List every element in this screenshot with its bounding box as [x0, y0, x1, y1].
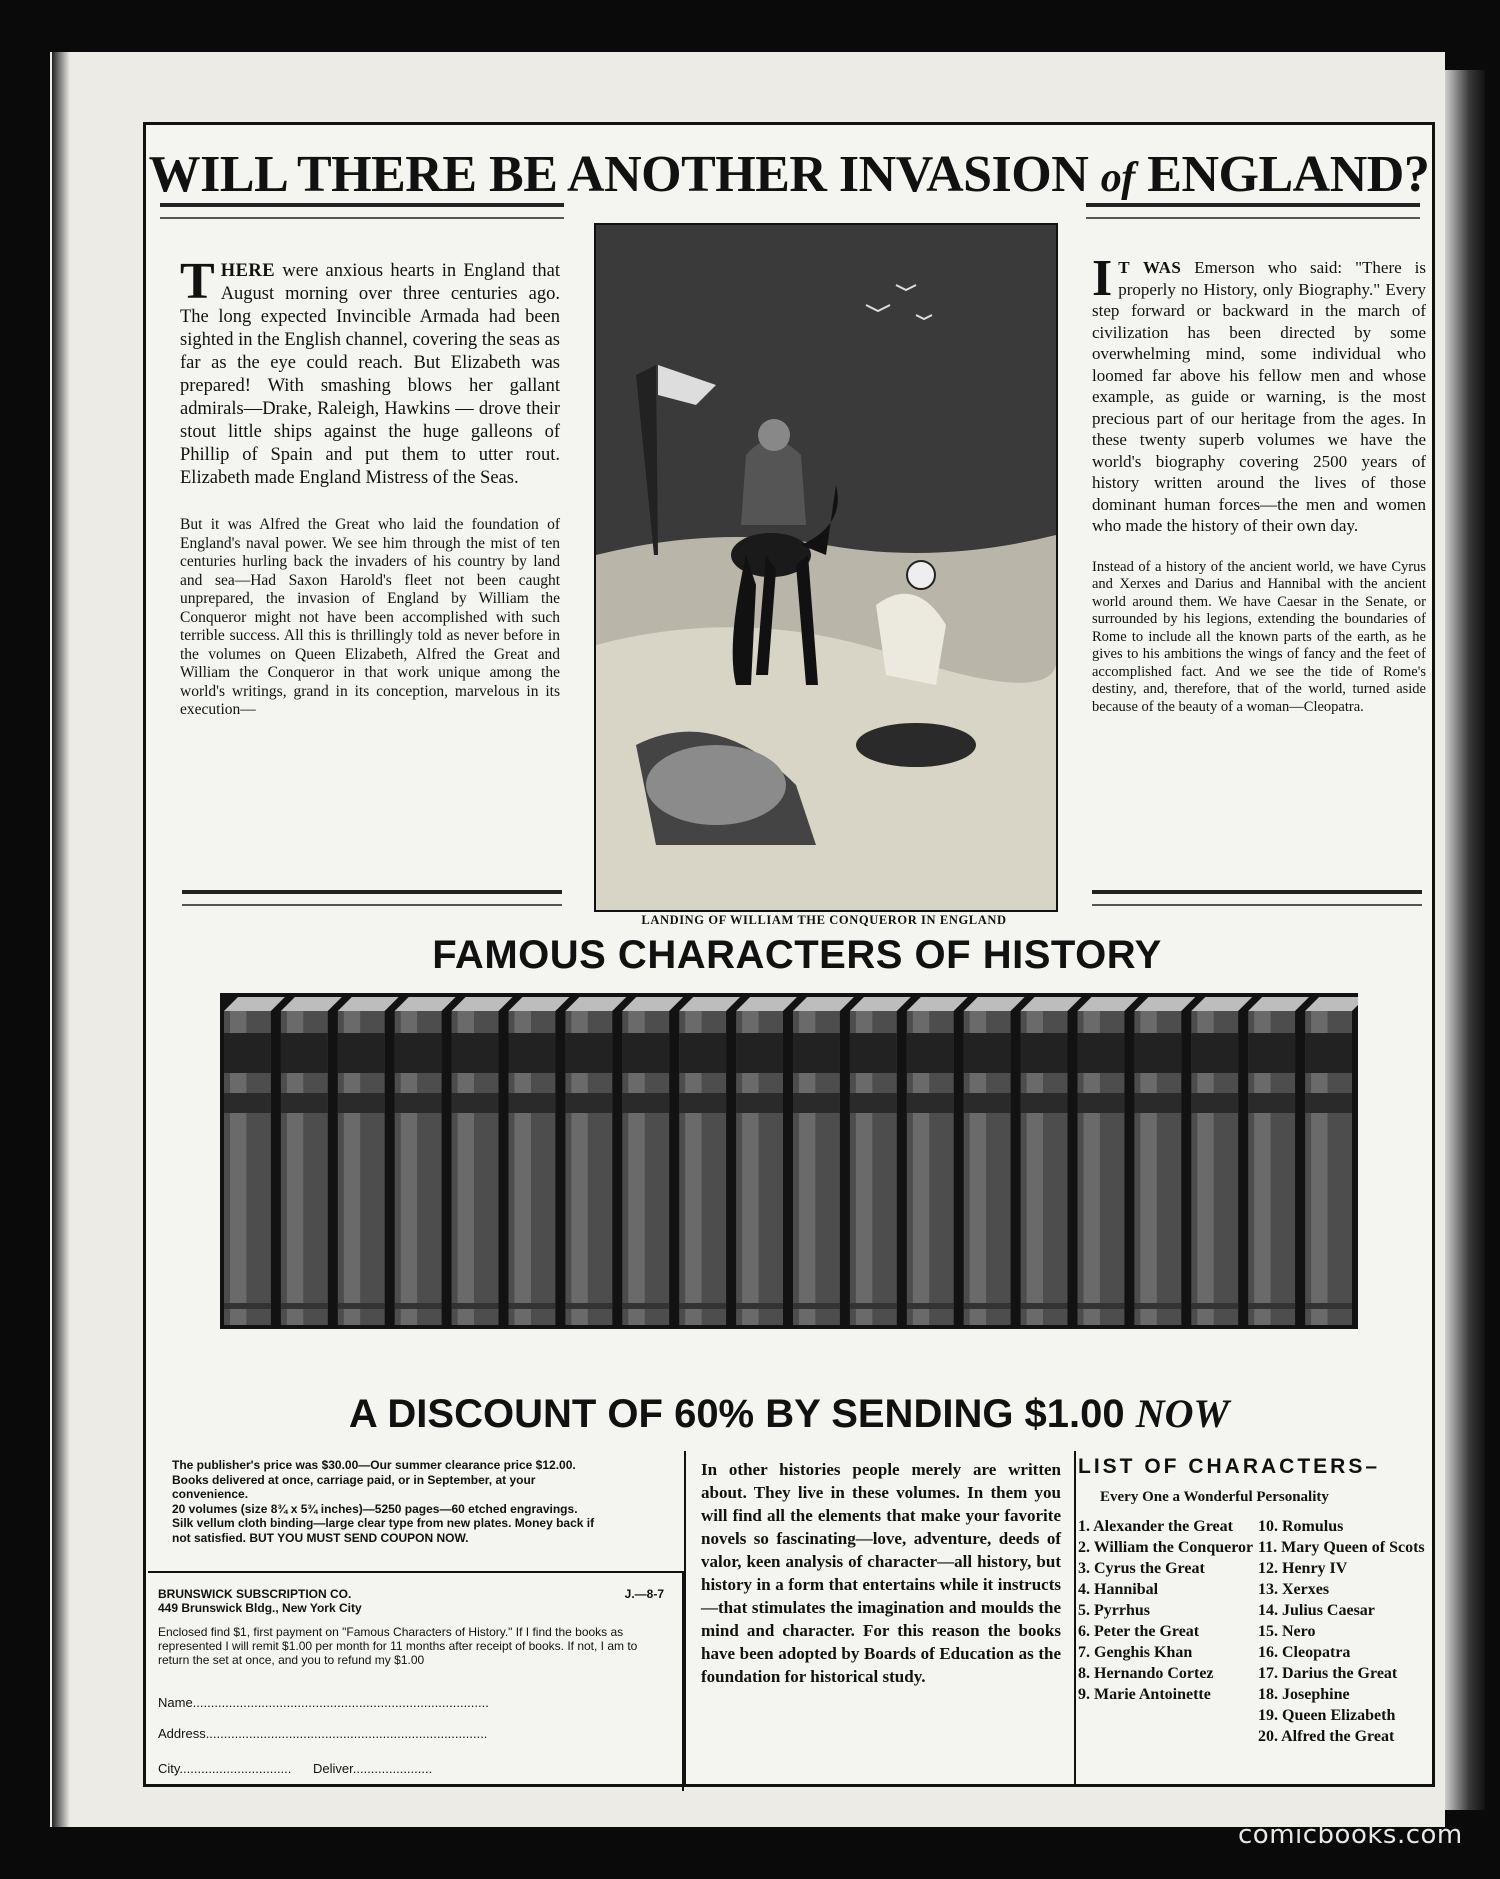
discount-text: A DISCOUNT OF 60% BY SENDING $1.00 — [348, 1392, 1136, 1436]
right-paragraph-1 — [1092, 250, 1426, 537]
book-volume — [509, 997, 570, 1325]
book-volume — [1134, 997, 1195, 1325]
name-field[interactable]: Name.................................................................................. — [158, 1695, 489, 1710]
character-item: 8. Hernando Cortez — [1078, 1665, 1214, 1682]
character-item: 12. Henry IV — [1258, 1560, 1348, 1577]
coupon-company — [158, 1587, 362, 1615]
watermark: comicbooks.com — [1238, 1820, 1463, 1850]
character-item: 7. Genghis Khan — [1078, 1644, 1193, 1661]
page-spine-shadow — [52, 52, 70, 1827]
rule-left-top — [160, 203, 564, 219]
book-set-image — [220, 993, 1358, 1329]
book-volume — [224, 997, 285, 1325]
left-text-1: were anxious hearts in England that August morning over three centuries ago. The long expected Invincible Armada had been sighted in the English channel, covering the seas as far as the eye could reach. But Elizabeth was prepared! With smashing blows her gallant admirals—Drake, Raleigh, Hawkins — drove their stout little ships against the huge galleons of Phillip of Spain and put them to utter rout. Elizabeth made England Mistress of the Seas. — [180, 261, 560, 488]
advertisement-frame — [143, 122, 1435, 1787]
right-paragraph-2: Instead of a history of the ancient world, we have Cyrus and Xerxes and Darius and Hannibal with the ancient world around them. We have Caesar in the Senate, or surrounded by his legions, extending the boundaries of Rome to include all the known parts of the earth, as he gives to his ambitions the wings of fancy and the feet of accomplished fact. And we see the tide of Rome's destiny, and, therefore, that of the world, turned aside because of the beauty of a woman—Cleopatra. — [1092, 558, 1426, 715]
character-item: 13. Xerxes — [1258, 1581, 1330, 1598]
book-volume — [793, 997, 854, 1325]
character-item: 19. Queen Elizabeth — [1258, 1707, 1396, 1724]
book-volume — [565, 997, 626, 1325]
book-volume — [1305, 997, 1358, 1325]
book-volume — [850, 997, 911, 1325]
list-title: LIST OF CHARACTERS– — [1078, 1455, 1381, 1478]
character-item: 4. Hannibal — [1078, 1581, 1159, 1598]
character-item: 15. Nero — [1258, 1623, 1316, 1640]
book-volume — [907, 997, 968, 1325]
book-volume — [452, 997, 513, 1325]
city-field[interactable]: City............................... — [158, 1761, 292, 1776]
terms-details: 20 volumes (size 8¾ x 5¾ inches)—5250 pages—60 etched engravings. Silk vellum cloth binding—large clear type from new plates. Money back if not satisfied. BUT YOU MUST SEND COUPON NOW. — [172, 1501, 595, 1545]
city-deliver-row — [158, 1761, 432, 1776]
character-item: 10. Romulus — [1258, 1518, 1344, 1535]
character-item: 1. Alexander the Great — [1078, 1518, 1233, 1535]
discount-now: NOW — [1135, 1391, 1230, 1436]
book-volume — [395, 997, 456, 1325]
character-item: 5. Pyrrhus — [1078, 1602, 1150, 1619]
rule-right-top — [1086, 203, 1420, 219]
character-item: 9. Marie Antoinette — [1078, 1686, 1211, 1703]
right-gutter-shadow — [1445, 70, 1485, 1810]
book-volume — [1248, 997, 1309, 1325]
terms-block — [172, 1458, 598, 1545]
rule-left-bottom — [182, 890, 562, 906]
book-volume — [338, 997, 399, 1325]
character-item: 14. Julius Caesar — [1258, 1602, 1375, 1619]
discount-line — [146, 1390, 1432, 1437]
book-volume — [736, 997, 797, 1325]
section-title: FAMOUS CHARACTERS OF HISTORY — [432, 933, 1162, 977]
list-of-characters — [1078, 1455, 1428, 1745]
characters-column-1 — [1078, 1516, 1254, 1705]
illustration-caption: LANDING OF WILLIAM THE CONQUEROR IN ENGLAND — [641, 913, 1007, 927]
book-volume — [964, 997, 1025, 1325]
headline — [146, 145, 1432, 204]
right-column — [1092, 250, 1426, 716]
middle-description: In other histories people merely are written about. They live in these volumes. In them you will find all the elements that make your favorite novels so fascinating—love, adventure, deeds of valor, keen analysis of character—all history, but history in a form that entertains while it instructs—that stimulates the imagination and moulds the mind and character. For this reason the books have been adopted by Boards of Education as the foundation for historical study. — [701, 1460, 1061, 1686]
drop-cap-i: I — [1092, 250, 1113, 307]
book-volume — [281, 997, 342, 1325]
character-item: 20. Alfred the Great — [1258, 1728, 1395, 1745]
coupon-company-address: 449 Brunswick Bldg., New York City — [158, 1601, 362, 1615]
book-volume — [1078, 997, 1139, 1325]
character-item: 11. Mary Queen of Scots — [1258, 1539, 1425, 1556]
headline-of: of — [1100, 155, 1135, 201]
headline-part1: WILL THERE BE ANOTHER INVASION — [148, 146, 1101, 203]
rule-right-bottom — [1092, 890, 1422, 906]
book-volume — [1191, 997, 1252, 1325]
character-item: 18. Josephine — [1258, 1686, 1350, 1703]
right-text-1: Emerson who said: "There is properly no History, only Biography." Every step forward or backward in the march of civilization has been directed by some overwhelming mind, some individual who loomed far above his fellow men and whose example, as guide or warning, is the most precious part of our heritage from the ages. In these twenty superb volumes we have the world's biography covering 2500 years of history written around the lives of those dominant human forces—the men and women who made the history of their own day. — [1092, 258, 1426, 535]
coupon-company-name: BRUNSWICK SUBSCRIPTION CO. — [158, 1587, 352, 1601]
character-item: 6. Peter the Great — [1078, 1623, 1200, 1640]
illustration-drawing — [596, 225, 1056, 910]
lead-caps-right: T WAS — [1118, 258, 1182, 277]
drop-cap-t: T — [180, 253, 215, 310]
character-item: 3. Cyrus the Great — [1078, 1560, 1205, 1577]
book-volume — [1021, 997, 1082, 1325]
order-coupon[interactable] — [148, 1571, 684, 1791]
character-item: 16. Cleopatra — [1258, 1644, 1351, 1661]
left-column — [180, 253, 560, 720]
book-volume — [679, 997, 740, 1325]
book-spines — [220, 993, 1358, 1329]
left-paragraph-2: But it was Alfred the Great who laid the foundation of England's naval power. We see him through the mist of ten centuries hurling back the invaders of his country by land and sea—Had Saxon Harold's fleet not been caught unprepared, the invasion of England by William the Conqueror might not have been accomplished with such terrible success. All this is thrillingly told as never before in the volumes on Queen Elizabeth, Alfred the Great and William the Conqueror in that work unique among the world's writings, grand in its conception, marvelous in its execution— — [180, 516, 560, 718]
coupon-code: J.—8-7 — [624, 1587, 664, 1601]
character-item: 2. William the Conqueror — [1078, 1539, 1254, 1556]
illustration-landing-of-william — [594, 223, 1058, 912]
characters-column-2 — [1258, 1516, 1426, 1747]
divider-left — [684, 1451, 686, 1787]
lead-caps: HERE — [220, 261, 276, 281]
divider-right — [1074, 1451, 1076, 1787]
address-field[interactable]: Address.............................................................................. — [158, 1726, 488, 1741]
character-item: 17. Darius the Great — [1258, 1665, 1398, 1682]
book-volume — [622, 997, 683, 1325]
left-paragraph-1 — [180, 253, 560, 490]
deliver-field[interactable]: Deliver...................... — [313, 1761, 433, 1776]
headline-part2: ENGLAND? — [1134, 146, 1430, 203]
coupon-body: Enclosed find $1, first payment on "Famous Characters of History." If I find the books as represented I will remit $1.00 per month for 11 months after receipt of books. If not, I am to return the set at once, and you to refund my $1.00 — [158, 1625, 638, 1667]
terms-price: The publisher's price was $30.00—Our summer clearance price $12.00. Books delivered at once, carriage paid, or in September, at your convenience. — [172, 1458, 576, 1501]
list-subtitle: Every One a Wonderful Personality — [1100, 1489, 1329, 1505]
